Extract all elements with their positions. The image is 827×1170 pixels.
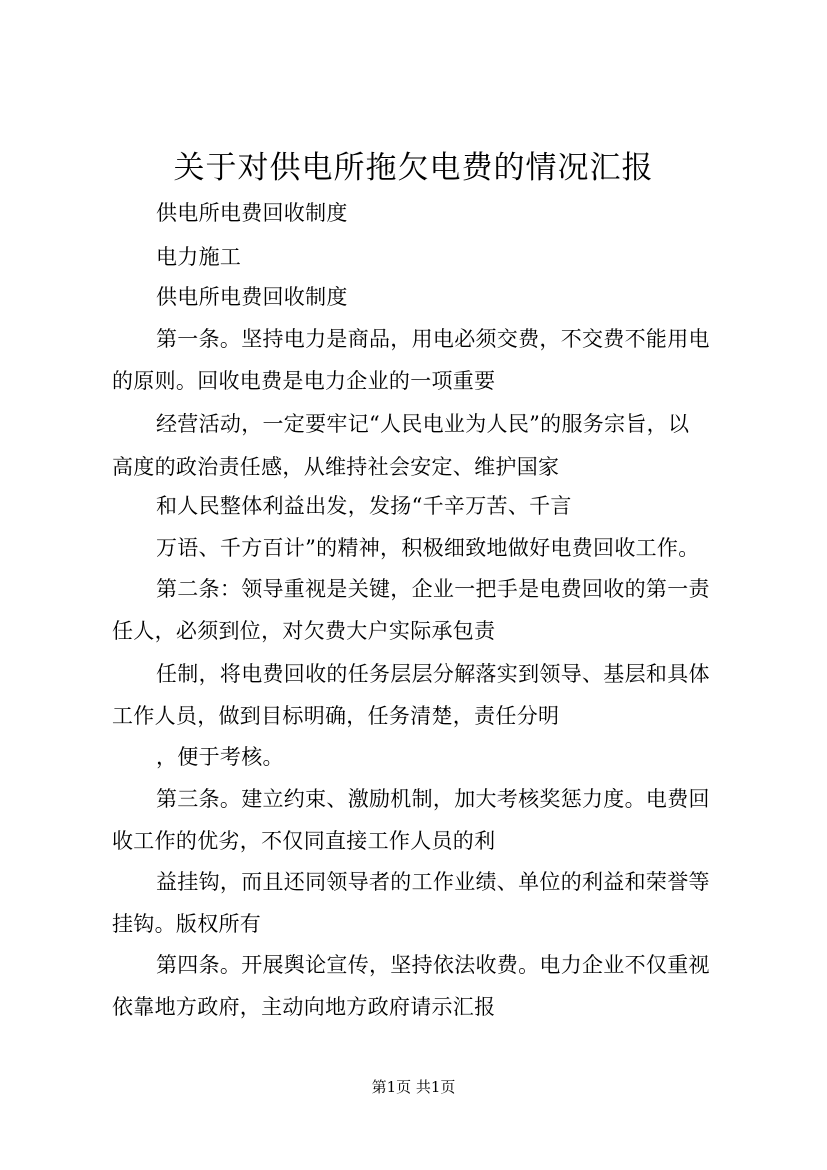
text-line: 第一条。坚持电力是商品，用电必须交费，不交费不能用电 — [156, 327, 710, 351]
text-line: 高度的政治责任感，从维持社会安定、维护国家 — [112, 455, 560, 479]
text-line: 电力施工 — [156, 245, 242, 269]
text-line: 经营活动，一定要牢记“人民电业为人民”的服务宗旨，以 — [156, 412, 690, 436]
text-line: 收工作的优劣，不仅同直接工作人员的利 — [112, 829, 496, 853]
text-line: 第三条。建立约束、激励机制，加大考核奖惩力度。电费回 — [156, 787, 710, 811]
text-line: 依靠地方政府，主动向地方政府请示汇报 — [112, 995, 496, 1019]
page-footer: 第1页 共1页 — [371, 1078, 456, 1096]
text-line: 供电所电费回收制度 — [156, 201, 348, 225]
text-line: 益挂钩，而且还同领导者的工作业绩、单位的利益和荣誉等 — [156, 870, 710, 894]
text-line: 任人，必须到位，对欠费大户实际承包责 — [112, 619, 496, 643]
text-line: ，便于考核。 — [156, 745, 284, 769]
text-line: 供电所电费回收制度 — [156, 285, 348, 309]
text-line: 工作人员，做到目标明确，任务清楚，责任分明 — [112, 704, 560, 728]
text-line: 任制，将电费回收的任务层层分解落实到领导、基层和具体 — [156, 662, 710, 686]
text-line: 挂钩。版权所有 — [112, 912, 262, 936]
text-line: 和人民整体利益出发，发扬“千辛万苦、千言 — [156, 494, 572, 518]
text-line: 第四条。开展舆论宣传，坚持依法收费。电力企业不仅重视 — [156, 953, 710, 977]
text-line: 万语、千方百计”的精神，积极细致地做好电费回收工作。 — [156, 536, 700, 560]
text-line: 的原则。回收电费是电力企业的一项重要 — [112, 369, 496, 393]
text-line: 第二条：领导重视是关键，企业一把手是电费回收的第一责 — [156, 577, 710, 601]
page-title: 关于对供电所拖欠电费的情况汇报 — [173, 150, 654, 186]
